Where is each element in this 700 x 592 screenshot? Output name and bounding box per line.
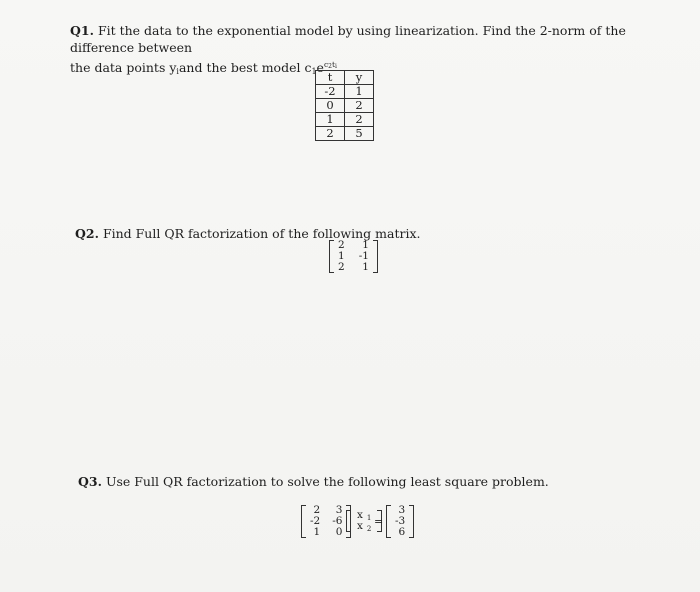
q1-number: Q1. [70, 23, 94, 38]
table-row [316, 85, 374, 99]
matrix-cell: 2 [338, 239, 345, 251]
q2-text: Find Full QR factorization of the following matrix. [102, 226, 421, 241]
matrix-cell: 3 [335, 504, 343, 516]
table-header-t: t [316, 71, 345, 85]
matrix-cell: -1 [358, 250, 369, 262]
bracket-right [409, 505, 414, 538]
vector-x2: x 2 [357, 520, 372, 533]
matrix-cell: -6 [332, 515, 343, 527]
q3-matrix-a [301, 505, 351, 538]
q1-text-line2a: the data points y [70, 60, 177, 75]
table-cell: 2 [345, 99, 374, 113]
vector-cell: -3 [395, 515, 406, 527]
table-cell: 0 [316, 99, 345, 113]
matrix-cell: 1 [362, 261, 369, 273]
question-3 [78, 474, 549, 489]
q2-matrix [329, 240, 378, 273]
table-cell: -2 [316, 85, 345, 99]
q1-sub-i: i [176, 67, 179, 76]
q3-text: Use Full QR factorization to solve the following least square problem. [105, 474, 549, 489]
table-header-row [316, 71, 374, 85]
table-cell: 2 [345, 113, 374, 127]
bracket-right [373, 240, 378, 273]
q1-text-line2b: and the best model c [178, 60, 312, 75]
matrix-cell: -2 [310, 515, 321, 527]
table-cell: 5 [345, 127, 374, 141]
table-cell: 2 [316, 127, 345, 141]
q2-number: Q2. [75, 226, 99, 241]
matrix-cell: 2 [313, 504, 321, 516]
matrix-cell: 1 [362, 239, 369, 251]
data-table [315, 70, 374, 141]
matrix-cell: 1 [338, 250, 345, 262]
table-row [316, 99, 374, 113]
vector-x1: x 1 [357, 509, 372, 522]
matrix-cell: 2 [338, 261, 345, 273]
table-cell: 1 [316, 113, 345, 127]
table-header-y: y [345, 71, 374, 85]
vector-cell: 6 [398, 526, 406, 538]
vector-cell: 3 [398, 504, 406, 516]
matrix-cell: 1 [313, 526, 321, 538]
q3-number: Q3. [78, 474, 102, 489]
q1-text-line1: Fit the data to the exponential model by using linearization. Find the 2-norm of the difference between [70, 23, 626, 55]
q3-vector-b [386, 505, 414, 538]
table-cell: 1 [345, 85, 374, 99]
table-row [316, 127, 374, 141]
q1-sub-1: 1 [311, 67, 317, 76]
matrix-cell: 0 [335, 526, 343, 538]
table-row [316, 113, 374, 127]
q1-e: e [316, 60, 324, 75]
q1-exponent: c2ti [323, 60, 337, 70]
equals-sign: = [374, 515, 384, 528]
